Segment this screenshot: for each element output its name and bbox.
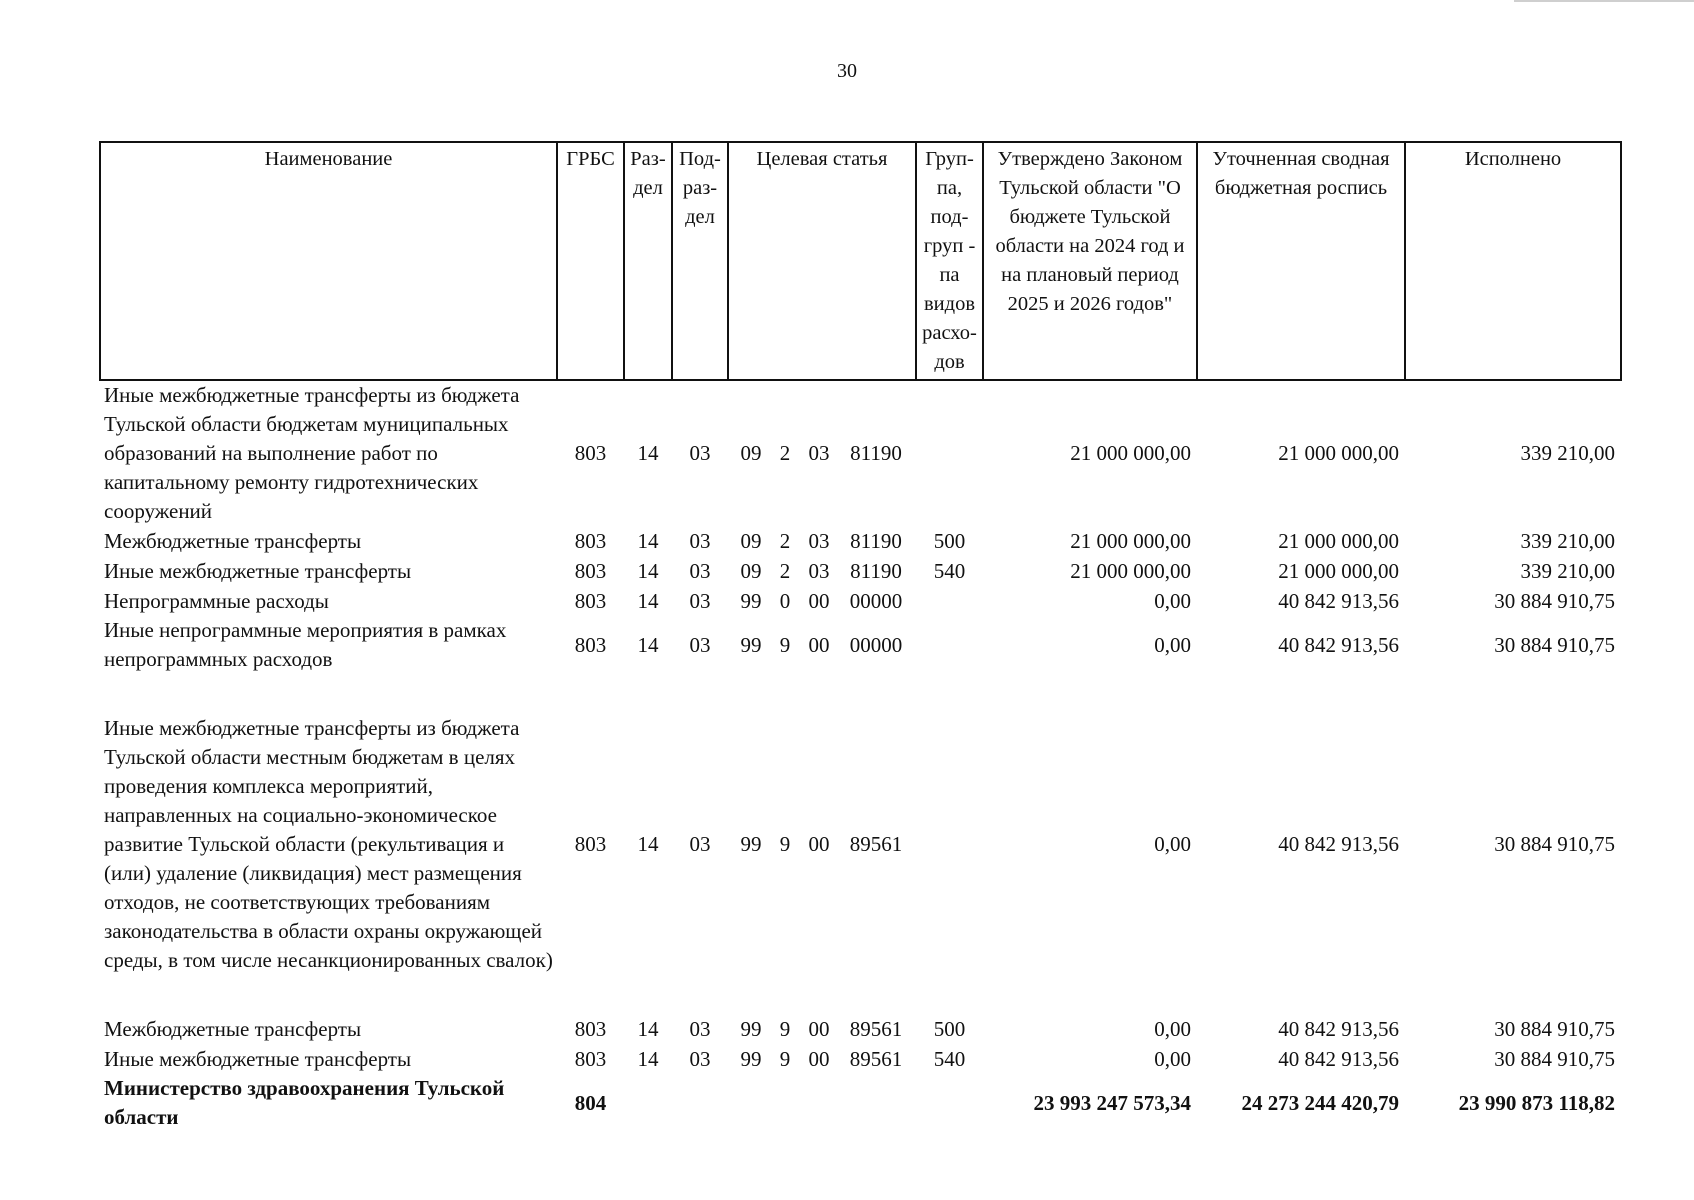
row-refined: 21 000 000,00 (1278, 528, 1399, 553)
row-executed: 30 884 910,75 (1494, 1046, 1615, 1071)
row-name: Иные межбюджетные трансферты (104, 1046, 412, 1071)
row-razdel: 14 (637, 441, 659, 465)
table-row (100, 380, 1621, 526)
row-refined: 40 842 913,56 (1278, 632, 1399, 657)
header-refined: Уточненная сводная бюджетная роспись (1197, 142, 1405, 380)
row-razdel: 14 (637, 558, 659, 583)
header-grbs: ГРБС (557, 142, 624, 380)
row-expense-group: 540 (933, 1046, 966, 1071)
row-expense-group (916, 586, 983, 616)
row-name: Иные непрограммные мероприятия в рамках непрограммных расходов (104, 618, 507, 671)
row-approved: 23 993 247 573,34 (1033, 1090, 1191, 1115)
row-executed: 339 210,00 (1520, 558, 1615, 583)
row-name: Иные межбюджетные трансферты из бюджета Тульской области бюджетам муниципальных образований на выполнение работ по капитальному ремонту гидротехнических сооружений (104, 383, 520, 523)
row-approved: 0,00 (1154, 632, 1191, 657)
table-row-total (100, 1074, 1621, 1132)
row-expense-group (916, 674, 983, 1014)
row-approved: 0,00 (1154, 1046, 1191, 1071)
header-target-article: Целевая статья (728, 142, 916, 380)
row-target-article: 09 2 03 81190 (740, 528, 902, 553)
row-razdel (624, 1074, 672, 1132)
row-razdel: 14 (637, 1046, 659, 1071)
row-podrazdel: 03 (689, 558, 711, 583)
row-executed: 30 884 910,75 (1494, 632, 1615, 657)
row-executed: 339 210,00 (1520, 441, 1615, 465)
row-expense-group: 540 (933, 558, 966, 583)
row-expense-group: 500 (933, 528, 966, 553)
row-refined: 24 273 244 420,79 (1241, 1090, 1399, 1115)
row-name: Иные межбюджетные трансферты (104, 558, 412, 583)
table-row (100, 586, 1621, 616)
row-executed: 30 884 910,75 (1494, 588, 1615, 613)
row-executed: 30 884 910,75 (1494, 1016, 1615, 1041)
row-approved: 0,00 (1154, 1016, 1191, 1041)
row-grbs: 803 (574, 831, 607, 856)
row-approved: 21 000 000,00 (1070, 441, 1191, 465)
row-target-article: 99 0 00 00000 (740, 588, 903, 613)
row-approved: 21 000 000,00 (1070, 528, 1191, 553)
row-target-article: 99 9 00 89561 (740, 1016, 903, 1041)
row-approved: 0,00 (1154, 588, 1191, 613)
row-razdel: 14 (637, 831, 659, 856)
row-name: Межбюджетные трансферты (104, 1016, 362, 1041)
budget-table (99, 141, 1622, 1132)
row-expense-group (916, 380, 983, 526)
row-podrazdel: 03 (689, 588, 711, 613)
row-grbs: 803 (574, 1046, 607, 1071)
row-refined: 21 000 000,00 (1278, 558, 1399, 583)
row-name: Иные межбюджетные трансферты из бюджета Тульской области местным бюджетам в целях проведения комплекса мероприятий, направленных на социально-экономическое развитие Тульской области (рекультивация и (или) удаление (ликвидация) мест размещения отходов, не соответствующих требованиям законодательства в области охраны окружающей среды, в том числе несанкционированных свалок) (104, 715, 553, 972)
table-row (100, 674, 1621, 1014)
row-executed: 30 884 910,75 (1494, 831, 1615, 856)
row-expense-group: 500 (933, 1016, 966, 1041)
row-approved: 0,00 (1154, 831, 1191, 856)
row-grbs: 803 (574, 558, 607, 583)
page-number: 30 (837, 60, 857, 82)
row-grbs: 803 (574, 632, 607, 657)
row-target-article (728, 1074, 916, 1132)
table-header-row (100, 142, 1621, 380)
table-row (100, 556, 1621, 586)
row-target-article: 99 9 00 89561 (740, 1046, 903, 1071)
header-approved: Утверждено Законом Тульской области "О бюджете Тульской области на 2024 год и на плановый период 2025 и 2026 годов" (983, 142, 1197, 380)
row-grbs: 803 (574, 528, 607, 553)
table-row (100, 526, 1621, 556)
row-razdel: 14 (637, 1016, 659, 1041)
row-refined: 21 000 000,00 (1278, 441, 1399, 465)
row-refined: 40 842 913,56 (1278, 1046, 1399, 1071)
top-edge-rule (1514, 0, 1694, 2)
row-podrazdel: 03 (689, 1046, 711, 1071)
row-razdel: 14 (637, 632, 659, 657)
table-row (100, 616, 1621, 674)
header-razdel: Раз-дел (624, 142, 672, 380)
row-razdel: 14 (637, 528, 659, 553)
row-razdel: 14 (637, 588, 659, 613)
row-podrazdel: 03 (689, 528, 711, 553)
row-podrazdel (672, 1074, 728, 1132)
row-podrazdel: 03 (689, 441, 711, 465)
row-refined: 40 842 913,56 (1278, 588, 1399, 613)
row-podrazdel: 03 (689, 831, 711, 856)
table-row (100, 1044, 1621, 1074)
row-expense-group (916, 1074, 983, 1132)
row-executed: 339 210,00 (1520, 528, 1615, 553)
table-row (100, 1014, 1621, 1044)
header-expense-group: Груп-па, под-груп - па видов расхо-дов (916, 142, 983, 380)
row-target-article: 99 9 00 89561 (740, 831, 903, 856)
row-name: Межбюджетные трансферты (104, 528, 362, 553)
row-podrazdel: 03 (689, 1016, 711, 1041)
row-name: Непрограммные расходы (104, 588, 329, 613)
row-target-article: 09 2 03 81190 (740, 558, 902, 583)
header-executed: Исполнено (1405, 142, 1621, 380)
row-approved: 21 000 000,00 (1070, 558, 1191, 583)
header-name: Наименование (100, 142, 557, 380)
row-expense-group (916, 616, 983, 674)
row-refined: 40 842 913,56 (1278, 831, 1399, 856)
row-executed: 23 990 873 118,82 (1458, 1090, 1615, 1115)
row-grbs: 803 (574, 588, 607, 613)
row-grbs: 803 (574, 1016, 607, 1041)
row-podrazdel: 03 (689, 632, 711, 657)
row-target-article: 99 9 00 00000 (740, 632, 903, 657)
row-refined: 40 842 913,56 (1278, 1016, 1399, 1041)
row-target-article: 09 2 03 81190 (740, 441, 902, 465)
row-name: Министерство здравоохранения Тульской области (104, 1076, 505, 1129)
row-grbs: 804 (574, 1090, 607, 1115)
header-podrazdel: Под-раз-дел (672, 142, 728, 380)
row-grbs: 803 (574, 441, 607, 465)
